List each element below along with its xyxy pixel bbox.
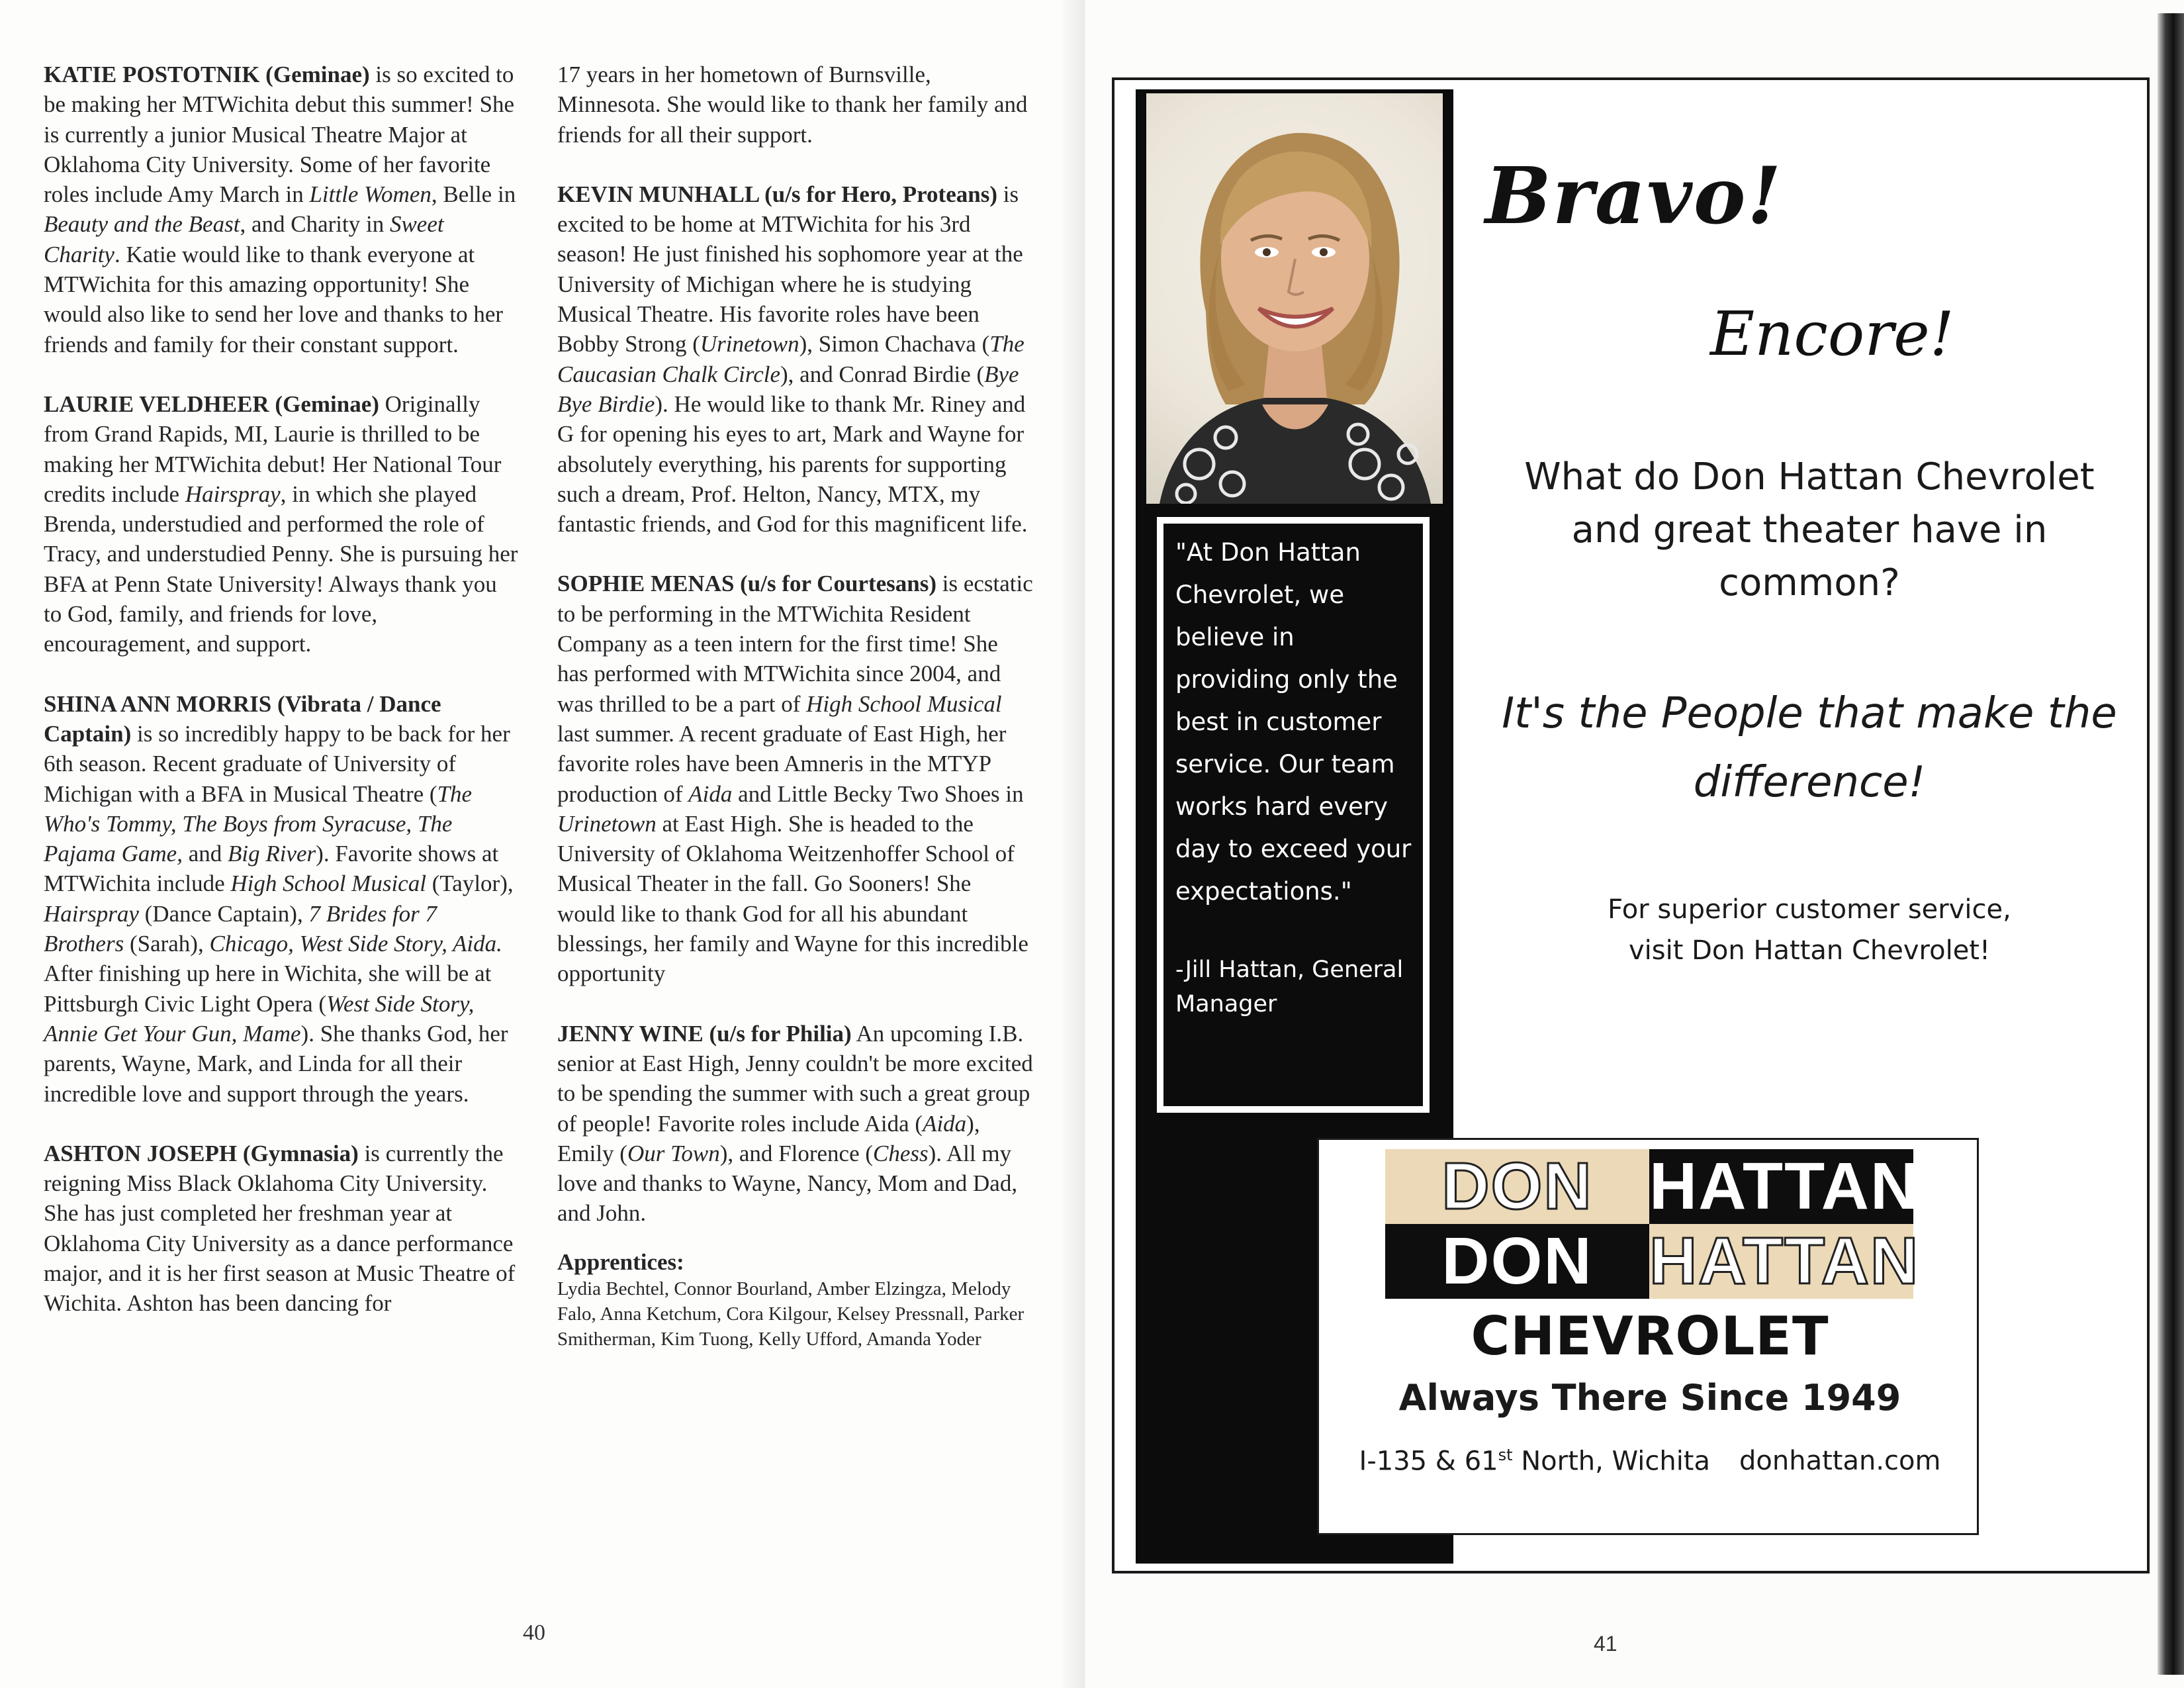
- website-link[interactable]: donhattan.com: [1739, 1446, 1941, 1477]
- invite-line-2: visit Don Hattan Chevrolet!: [1628, 935, 1991, 966]
- portrait-illustration: [1146, 93, 1443, 504]
- bio-column-right: [557, 60, 1034, 1352]
- logo-cell: DON: [1385, 1149, 1649, 1224]
- don-hattan-ad: [1112, 77, 2150, 1573]
- quote-attribution: -Jill Hattan, General Manager: [1175, 957, 1404, 1017]
- logo-cell: HATTAN: [1649, 1149, 1920, 1223]
- page-number-left: 40: [523, 1620, 545, 1645]
- dealer-logo-box: [1317, 1138, 1979, 1535]
- testimonial-quote: "At Don Hattan Chevrolet, we believe in providing only the best in customer service. Our team works hard every day to exceed your expectations.": [1175, 538, 1412, 906]
- bio-kevin-munhall: KEVIN MUNHALL (u/s for Hero, Proteans) is excited to be home at MTWichita for his 3rd season! He just finished his sophomore year at the University of Michigan where he is studying Musical Theatre. His favorite roles have been Bobby Strong (Urinetown), Simon Chachava (The Caucasian Chalk Circle), and Conrad Birdie (Bye Bye Birdie). He would like to thank Mr. Riney and G for opening his eyes to art, Mark and Wayne for absolutely everything, his parents for supporting such a dream, Prof. Helton, Nancy, MTX, my fantastic friends, and God for this magnificent life.: [557, 181, 1028, 538]
- apprentices-heading: Apprentices:: [557, 1248, 684, 1275]
- dealer-logo: [1385, 1149, 1920, 1299]
- page-number-right: 41: [1594, 1632, 1617, 1656]
- bio-column-left: [44, 60, 520, 1348]
- ad-question: What do Don Hattan Chevrolet and great theater have in common?: [1524, 455, 2095, 604]
- logo-cell: DON: [1385, 1224, 1649, 1299]
- portrait-photo: [1146, 93, 1443, 504]
- bio-katie-postotnik: KATIE POSTOTNIK (Geminae) is so excited to be making her MTWichita debut this summer! She is currently a junior Musical Theatre Major at Oklahoma City University. Some of her favorite roles include Amy March in Little Women, Belle in Beauty and the Beast, and Charity in Sweet Charity. Katie would like to thank everyone at MTWichita for this amazing opportunity! She would also like to send her love and thanks to her friends and family for their constant support.: [44, 62, 516, 357]
- apprentices-list: Lydia Bechtel, Connor Bourland, Amber Elzingza, Melody Falo, Anna Ketchum, Cora Kilgour, Kelsey Pressnall, Parker Smitherman, Kim Tuong, Kelly Ufford, Amanda Yoder: [557, 1278, 1024, 1350]
- ad-tagline: It's the People that make the difference!: [1502, 689, 2117, 807]
- bio-name: LAURIE VELDHEER (Geminae): [44, 391, 379, 417]
- bio-sophie-menas: SOPHIE MENAS (u/s for Courtesans) is ecstatic to be performing in the MTWichita Resident Company as a teen intern for the first time! She has performed with MTWichita since 2004, and was thrilled to be a part of High School Musical last summer. A recent graduate of East High, her favorite roles have been Amneris in the MTYP production of Aida and Little Becky Two Shoes in Urinetown at East High. She is headed to the University of Oklahoma Weitzenhoffer School of Musical Theater in the fall. Go Sooners! She would like to thank God for all his abundant blessings, her family and Wayne for this incredible opportunity: [557, 571, 1033, 987]
- bio-name: SOPHIE MENAS (u/s for Courtesans): [557, 571, 937, 597]
- left-page: [0, 0, 1085, 1688]
- since-slogan: Always There Since 1949: [1398, 1377, 1901, 1419]
- bio-name: JENNY WINE (u/s for Philia): [557, 1020, 852, 1047]
- bio-shina-ann-morris: SHINA ANN MORRIS (Vibrata / Dance Captain) is so incredibly happy to be back for her 6th season. Recent graduate of University of Michigan with a BFA in Musical Theatre (The Who's Tommy, The Boys from Syracuse, The Pajama Game, and Big River). Favorite shows at MTWichita include High School Musical (Taylor), Hairspray (Dance Captain), 7 Brides for 7 Brothers (Sarah), Chicago, West Side Story, Aida. After finishing up here in Wichita, she will be at Pittsburgh Civic Light Opera (West Side Story, Annie Get Your Gun, Mame). She thanks God, her parents, Wayne, Mark, and Linda for all their incredible love and support through the years.: [44, 690, 514, 1107]
- bio-laurie-veldheer: LAURIE VELDHEER (Geminae) Originally from Grand Rapids, MI, Laurie is thrilled to be making her MTWichita debut! Her National Tour credits include Hairspray, in which she played Brenda, understudied and performed the role of Tracy, and understudied Penny. She is pursuing her BFA at Penn State University! Always thank you to God, family, and friends for love, encouragement, and support.: [44, 391, 518, 657]
- bio-name: ASHTON JOSEPH (Gymnasia): [44, 1140, 359, 1166]
- ad-headline: Bravo!: [1485, 150, 1783, 242]
- dealer-address: I-135 & 61st North, Wichita donhattan.com: [1359, 1446, 1941, 1477]
- bio-name: KEVIN MUNHALL (u/s for Hero, Proteans): [557, 181, 997, 207]
- ad-invite: [1485, 889, 2134, 971]
- bio-jenny-wine: JENNY WINE (u/s for Philia) An upcoming I.B. senior at East High, Jenny couldn't be more excited to be spending the summer with such a great group of people! Favorite roles include Aida (Aida), Emily (Our Town), and Florence (Chess). All my love and thanks to Wayne, Nancy, Mom and Dad, and John.: [557, 1020, 1033, 1227]
- bio-ashton-joseph: ASHTON JOSEPH (Gymnasia) is currently the reigning Miss Black Oklahoma City University. She has just completed her freshman year at Oklahoma City University as a dance performance major, and it is her first season at Music Theatre of Wichita. Ashton has been dancing for: [44, 1140, 516, 1317]
- logo-cell: HATTAN: [1649, 1224, 1920, 1298]
- bio-name: KATIE POSTOTNIK (Geminae): [44, 62, 370, 87]
- page-edge-shadow: [2158, 13, 2184, 1675]
- brand-name: CHEVROLET: [1471, 1305, 1829, 1367]
- invite-line-1: For superior customer service,: [1608, 894, 2011, 925]
- ad-subheadline: Encore!: [1710, 299, 1954, 369]
- bio-ashton-joseph-continued: 17 years in her hometown of Burnsville, Minnesota. She would like to thank her family and friends for all their support.: [557, 62, 1028, 148]
- quote-box: [1157, 517, 1430, 1113]
- bio-name: SHINA ANN MORRIS (Vibrata / Dance Captain): [44, 690, 441, 747]
